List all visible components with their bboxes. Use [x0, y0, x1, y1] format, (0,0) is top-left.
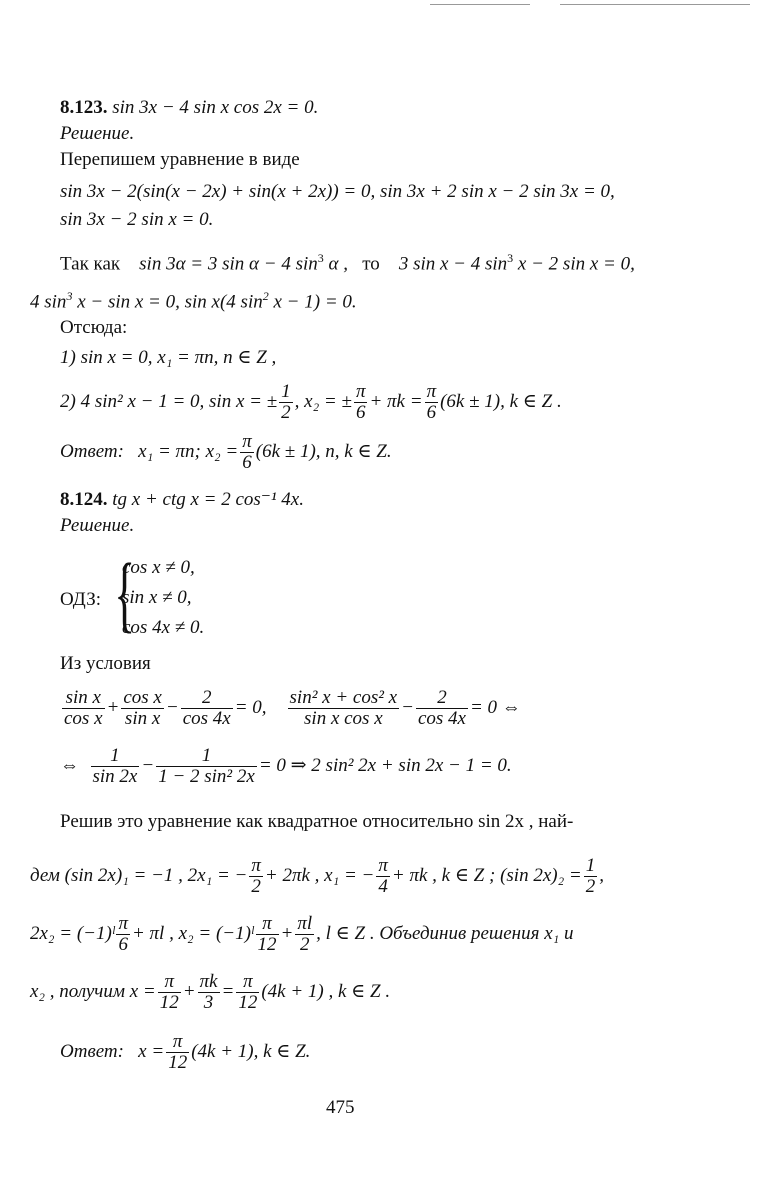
formula-tail: α , — [323, 253, 348, 275]
fraction — [181, 688, 233, 729]
factored-line — [30, 284, 357, 314]
exp: 3 — [317, 251, 324, 265]
roots-line-2 — [30, 912, 573, 956]
num: πk — [199, 971, 218, 993]
problem-8-124-heading — [60, 488, 304, 512]
top-rule-left — [430, 4, 530, 5]
problem-number: 8.123. — [60, 97, 108, 118]
part: 2) 4 sin² x − 1 = 0, sin x = ± — [60, 391, 278, 412]
den: 6 — [118, 934, 128, 956]
fraction-pi-6 — [240, 432, 254, 473]
fraction — [62, 688, 105, 729]
system-brace: { — [114, 545, 135, 641]
odz-condition-3: cos 4x ≠ 0. — [122, 617, 205, 638]
part: 2x₂ = (−1)ˡ — [30, 923, 115, 944]
triple-angle-formula: sin 3α = 3 sin α − 4 sin — [139, 253, 318, 275]
num: π — [166, 1032, 189, 1053]
num: 1 — [281, 381, 291, 403]
den: 12 — [168, 1052, 188, 1074]
since-line — [60, 246, 635, 276]
part: (6k ± 1), n, k ∈ Z. — [255, 441, 392, 462]
solution-label: Решение. — [60, 515, 135, 536]
part: + — [280, 923, 294, 944]
roots-line-3 — [30, 970, 390, 1014]
from-condition: Из условия — [60, 653, 151, 674]
num: π — [426, 381, 437, 403]
den: 6 — [426, 402, 437, 424]
part: + πk , k ∈ Z ; (sin 2x)₂ = — [391, 865, 582, 886]
num: 2 — [181, 688, 233, 709]
den: cos x — [64, 708, 103, 730]
rewrite-line-1: sin 3x − 2(sin(x − 2x) + sin(x + 2x)) = 0, sin 3x + 2 sin x − 2 sin 3x = 0, — [60, 181, 615, 202]
fraction — [91, 746, 140, 787]
odz-condition-1: cos x ≠ 0, — [122, 557, 195, 578]
num: πl — [297, 913, 313, 935]
fraction-pi-12 — [236, 972, 259, 1013]
fraction-pi-6 — [354, 382, 368, 423]
equation-line-1: $\frac{\text{sin x}}{\text{cos x}}$ + $\frac{\text{cos x}}{\text{sin x}}$ − $\frac{2}{\cos 4x}$ = 0, $\frac{\text{sin² x + cos² x}}{\text{sin x cos x}}$ − $\frac{2}{\cos 4x}$ = 0 ⇔ — [64, 687, 521, 730]
fraction — [288, 688, 400, 729]
solution-label: Решение. — [60, 123, 135, 144]
part: = 0 ⇔ — [469, 697, 521, 718]
fraction-pil-2 — [295, 914, 314, 955]
part: + πk = — [369, 391, 423, 412]
fraction-pik-3 — [198, 972, 220, 1013]
den: 12 — [257, 934, 277, 956]
num: π — [378, 855, 388, 877]
exp: 3 — [66, 289, 73, 303]
part: ⇔ — [60, 755, 79, 776]
rewrite-line-2: sin 3x − 2 sin x = 0. — [60, 209, 214, 230]
page-number: 475 — [326, 1097, 355, 1118]
part: (4k + 1), k ∈ Z. — [191, 1041, 311, 1062]
num: 1 — [156, 746, 257, 767]
rewrite-intro: Перепишем уравнение в виде — [60, 149, 300, 170]
part: x − 1) = 0. — [268, 291, 357, 313]
den: 4 — [378, 876, 388, 898]
den: 2 — [251, 876, 261, 898]
part: (6k ± 1), k ∈ Z . — [440, 391, 562, 412]
den: cos 4x — [417, 708, 466, 730]
den: sin 2x — [92, 766, 138, 788]
part: = 0, — [234, 697, 267, 718]
num: π — [251, 855, 261, 877]
den: 2 — [300, 934, 310, 956]
problem-equation: tg x + ctg x = 2 cos⁻¹ 4x. — [112, 489, 304, 510]
equation-line-2: ⇔ $\frac{1}{\sin 2x}$ − $\frac{1}{\text{1 − 2 sin² 2x}}$ = 0 ⇒ 2 sin² 2x + sin 2x − 1 = 0. — [60, 745, 512, 788]
substituted: 3 sin x − 4 sin — [398, 253, 508, 275]
den: 6 — [242, 452, 252, 474]
fraction-pi-6 — [116, 914, 130, 955]
fraction-pi-6 — [425, 382, 439, 423]
num: 2 — [416, 688, 468, 709]
part: x − sin x = 0, sin x(4 sin — [72, 291, 263, 313]
exp: 3 — [507, 251, 514, 265]
to-word: то — [362, 253, 380, 275]
part: x₂ , получим x = — [30, 981, 156, 1002]
fraction-pi-4 — [376, 856, 390, 897]
den: 2 — [281, 402, 291, 424]
fraction-1-2 — [279, 382, 293, 423]
case-2 — [60, 380, 562, 424]
num: π — [355, 381, 366, 403]
answer-8-124 — [60, 1030, 310, 1074]
answer-label: Ответ: — [60, 441, 124, 462]
hence-label: Отсюда: — [60, 317, 128, 338]
num: π — [236, 972, 259, 993]
fraction-1-2 — [584, 856, 598, 897]
fraction-pi-12 — [158, 972, 181, 1013]
part: , — [599, 865, 605, 886]
fraction — [156, 746, 257, 787]
roots-line-1 — [30, 854, 604, 898]
fraction — [121, 688, 164, 729]
part: , x₂ = ± — [294, 391, 352, 412]
part: (4k + 1) , k ∈ Z . — [261, 981, 391, 1002]
part: 4 sin — [30, 291, 67, 313]
part: x₁ = πn; x₂ = — [138, 441, 239, 462]
den: sin x — [124, 708, 161, 730]
since-word: Так как — [60, 253, 121, 275]
den: sin x cos x — [304, 708, 383, 730]
den: 6 — [355, 402, 366, 424]
den: 3 — [203, 992, 214, 1014]
case-1: 1) sin x = 0, x₁ = πn, n ∈ Z , — [60, 347, 277, 368]
part: дем (sin 2x)₁ = −1 , 2x₁ = − — [30, 865, 248, 886]
num: sin x — [62, 688, 105, 709]
answer-label: Ответ: — [60, 1041, 124, 1062]
part: , l ∈ Z . Объединив решения x₁ и — [316, 923, 574, 944]
fraction-pi-12 — [256, 914, 279, 955]
part: x = — [138, 1041, 165, 1062]
problem-8-123-heading — [60, 96, 318, 120]
fraction-pi-2 — [249, 856, 263, 897]
num: 1 — [91, 746, 140, 767]
part: = — [221, 981, 235, 1002]
answer-8-123 — [60, 430, 392, 474]
problem-equation: sin 3x − 4 sin x cos 2x = 0. — [112, 97, 319, 118]
num: cos x — [123, 687, 162, 709]
part: + πl , x₂ = (−1)ˡ — [131, 923, 254, 944]
num: 1 — [585, 855, 596, 877]
problem-number: 8.124. — [60, 489, 108, 510]
part: + 2πk , x₁ = − — [264, 865, 375, 886]
den: 1 − 2 sin² 2x — [158, 766, 255, 788]
num: sin² x + cos² x — [289, 687, 398, 709]
top-rule-right — [560, 4, 750, 5]
part: = 0 ⇒ 2 sin² 2x + sin 2x − 1 = 0. — [258, 755, 512, 776]
den: 2 — [585, 876, 596, 898]
part: + — [182, 981, 196, 1002]
exp: 2 — [262, 289, 269, 303]
num: π — [242, 431, 252, 453]
substituted-tail: x − 2 sin x = 0, — [513, 253, 635, 275]
den: 12 — [159, 992, 179, 1014]
num: π — [118, 913, 128, 935]
odz-condition-2: sin x ≠ 0, — [122, 587, 192, 608]
num: π — [158, 972, 181, 993]
fraction — [416, 688, 468, 729]
fraction-pi-12 — [166, 1032, 189, 1073]
odz-label: ОДЗ: — [60, 589, 102, 610]
num: π — [256, 914, 279, 935]
den: cos 4x — [182, 708, 231, 730]
solving-text: Решив это уравнение как квадратное относительно sin 2x , най- — [60, 811, 574, 832]
den: 12 — [238, 992, 258, 1014]
